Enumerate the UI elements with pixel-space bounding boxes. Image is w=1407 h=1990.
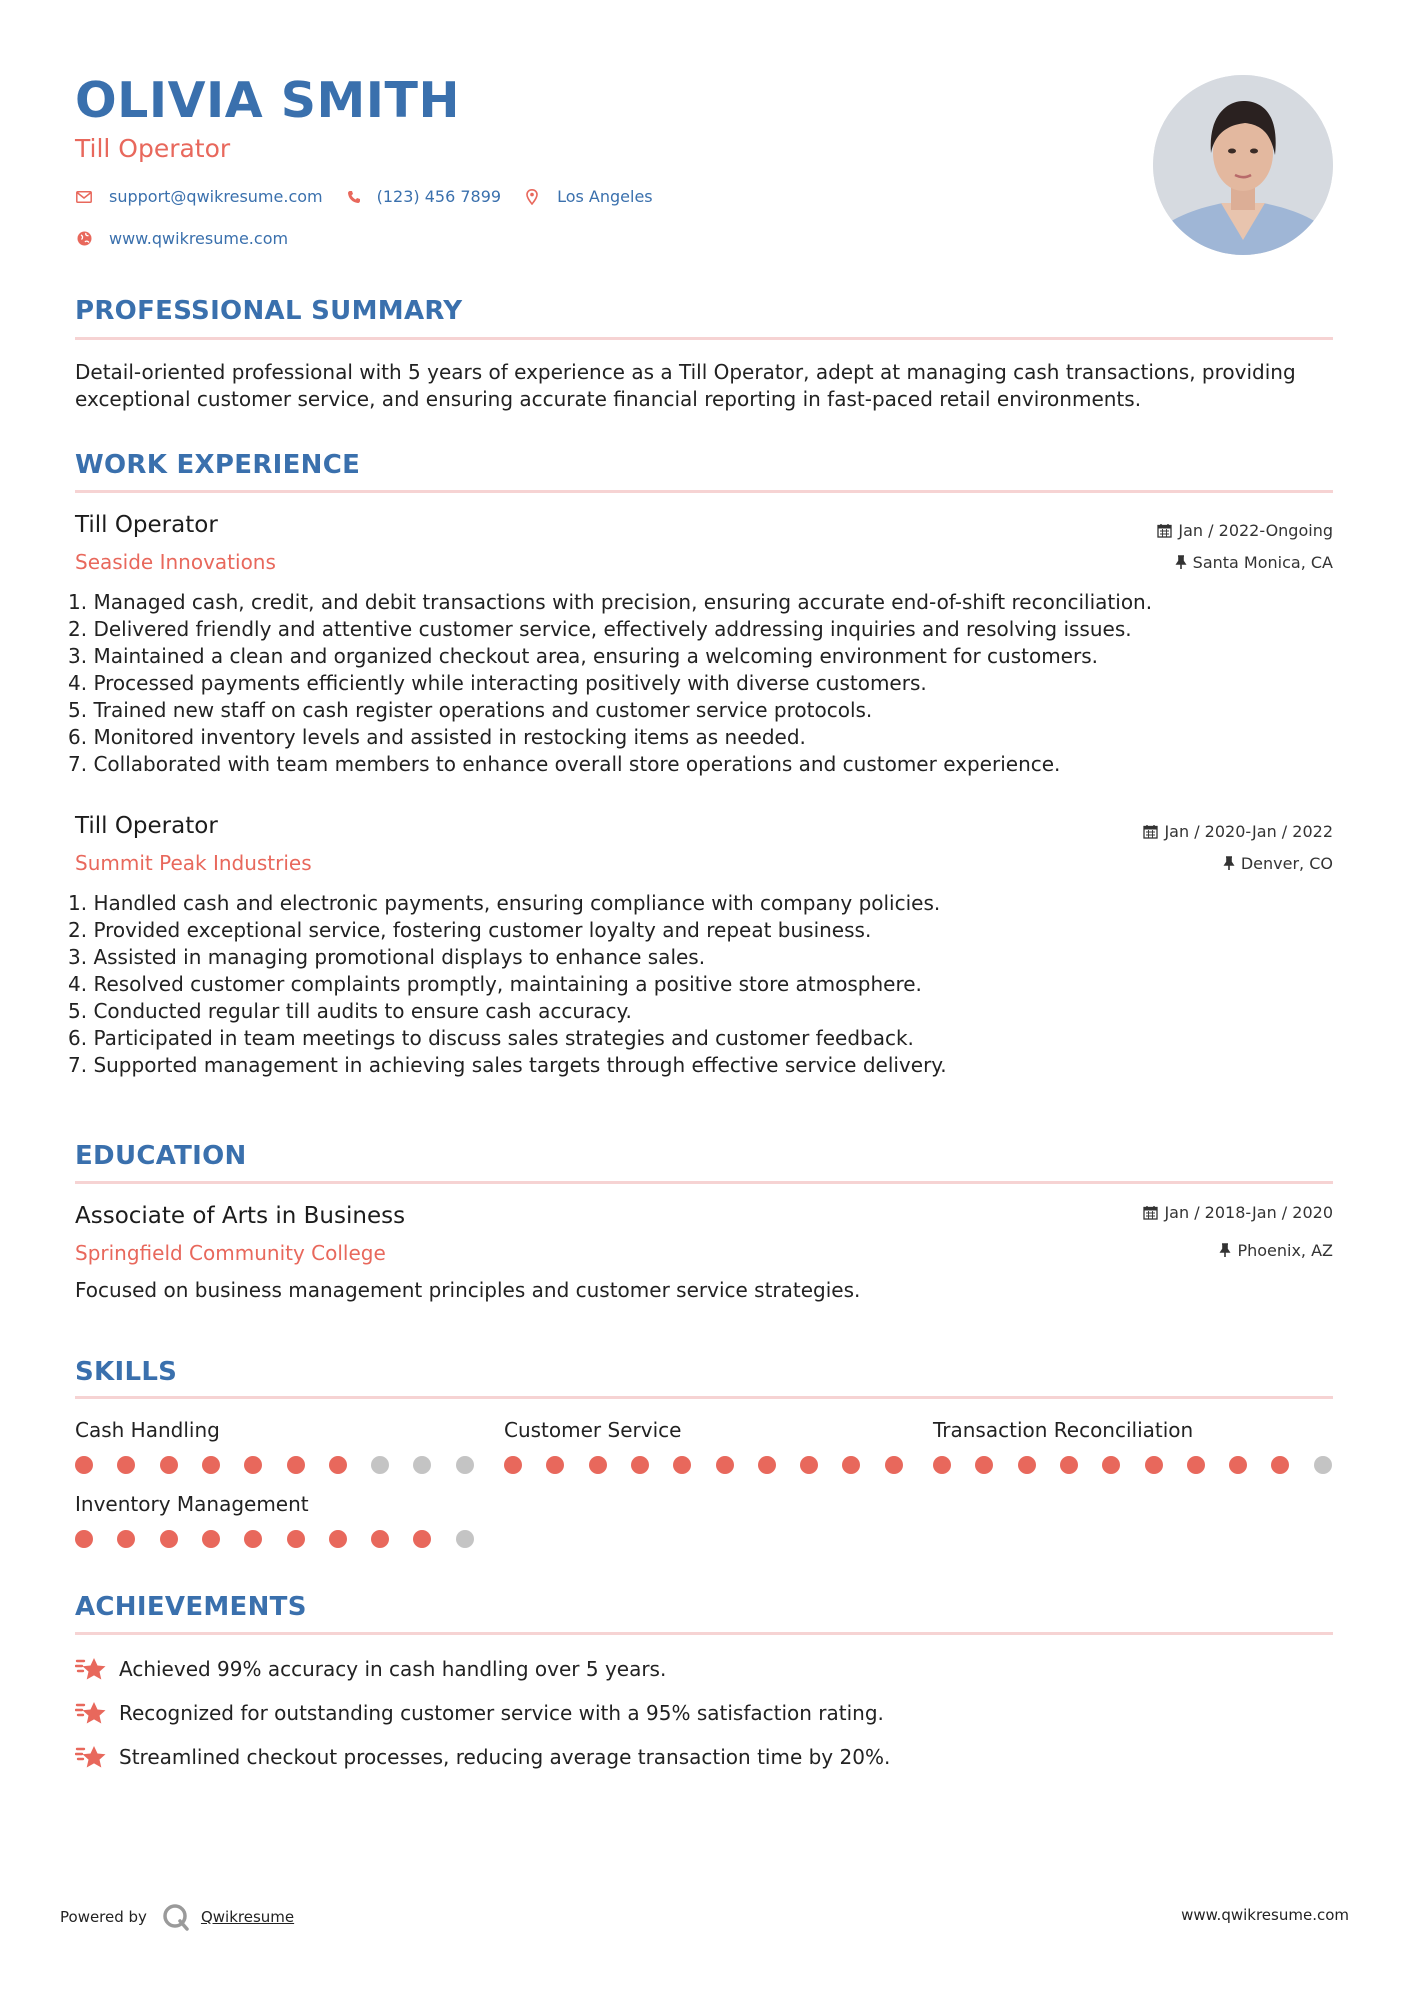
skill-dot-empty bbox=[1314, 1456, 1332, 1474]
pushpin-icon bbox=[1175, 555, 1187, 570]
skill-dot-filled bbox=[160, 1530, 178, 1548]
skill-rating bbox=[504, 1456, 505, 1457]
job-location bbox=[1175, 553, 1333, 572]
skill-dot-filled bbox=[371, 1530, 389, 1548]
skill-name: Inventory Management bbox=[75, 1492, 309, 1516]
job-bullet: 2. Delivered friendly and attentive customer service, effectively addressing inquiries and resolving issues. bbox=[68, 617, 1132, 641]
candidate-title: Till Operator bbox=[75, 134, 231, 163]
skill-dot-filled bbox=[75, 1530, 93, 1548]
job-bullet: 3. Maintained a clean and organized checkout area, ensuring a welcoming environment for customers. bbox=[68, 644, 1098, 668]
powered-by-label: Powered by bbox=[60, 1908, 147, 1926]
phone-icon bbox=[345, 188, 363, 206]
skill-name: Customer Service bbox=[504, 1418, 682, 1442]
skill-dot-filled bbox=[546, 1456, 564, 1474]
skill-dot-filled bbox=[589, 1456, 607, 1474]
summary-text: Detail-oriented professional with 5 years of experience as a Till Operator, adept at managing cash transactions, providing exceptional customer service, and ensuring accurate financial reporting in fast-paced retail environments. bbox=[75, 360, 1296, 411]
skill-dot-filled bbox=[1187, 1456, 1205, 1474]
summary-divider bbox=[75, 337, 1333, 340]
skill-dot-filled bbox=[329, 1456, 347, 1474]
education-description: Focused on business management principles and customer service strategies. bbox=[75, 1278, 861, 1302]
job-bullet: 1. Managed cash, credit, and debit transactions with precision, ensuring accurate end-of-shift reconciliation. bbox=[68, 590, 1153, 614]
skill-rating bbox=[75, 1530, 76, 1531]
job-title: Till Operator bbox=[75, 813, 218, 839]
skill-dot-filled bbox=[842, 1456, 860, 1474]
contact-location bbox=[523, 187, 653, 206]
skill-dot-filled bbox=[287, 1456, 305, 1474]
achievement-text: Recognized for outstanding customer service with a 95% satisfaction rating. bbox=[119, 1701, 884, 1725]
skill-dot-filled bbox=[244, 1530, 262, 1548]
education-dates bbox=[1143, 1203, 1333, 1222]
job-bullet: 4. Resolved customer complaints promptly, maintaining a positive store atmosphere. bbox=[68, 972, 922, 996]
achievement-item bbox=[75, 1741, 890, 1773]
degree-title: Associate of Arts in Business bbox=[75, 1203, 406, 1229]
star-medal-icon bbox=[75, 1741, 107, 1773]
school-name: Springfield Community College bbox=[75, 1241, 386, 1265]
job-company: Seaside Innovations bbox=[75, 550, 276, 574]
education-dates-text: Jan / 2018-Jan / 2020 bbox=[1164, 1203, 1333, 1222]
calendar-icon bbox=[1157, 523, 1172, 538]
job-bullet-list bbox=[68, 890, 947, 1079]
achievements-heading: ACHIEVEMENTS bbox=[75, 1592, 307, 1622]
education-heading: EDUCATION bbox=[75, 1141, 247, 1171]
job-company: Summit Peak Industries bbox=[75, 851, 312, 875]
summary-heading: PROFESSIONAL SUMMARY bbox=[75, 296, 463, 326]
skill-dot-filled bbox=[673, 1456, 691, 1474]
footer-powered-by bbox=[60, 1902, 294, 1932]
achievement-text: Streamlined checkout processes, reducing average transaction time by 20%. bbox=[119, 1745, 891, 1769]
experience-heading: WORK EXPERIENCE bbox=[75, 450, 361, 480]
skill-dot-empty bbox=[456, 1530, 474, 1548]
skill-dot-empty bbox=[456, 1456, 474, 1474]
education-location-text: Phoenix, AZ bbox=[1237, 1241, 1333, 1260]
skill-dot-filled bbox=[329, 1530, 347, 1548]
job-dates bbox=[1157, 521, 1333, 540]
job-location-text: Santa Monica, CA bbox=[1192, 553, 1333, 572]
email-link[interactable]: support@qwikresume.com bbox=[109, 187, 323, 206]
job-location-text: Denver, CO bbox=[1240, 854, 1333, 873]
skill-dot-filled bbox=[1102, 1456, 1120, 1474]
job-bullet: 4. Processed payments efficiently while interacting positively with diverse customers. bbox=[68, 671, 927, 695]
job-dates bbox=[1143, 822, 1333, 841]
candidate-name: OLIVIA SMITH bbox=[75, 72, 460, 129]
skill-dot-filled bbox=[933, 1456, 951, 1474]
skill-dot-filled bbox=[1145, 1456, 1163, 1474]
skill-dot-filled bbox=[75, 1456, 93, 1474]
education-divider bbox=[75, 1181, 1333, 1184]
experience-divider bbox=[75, 490, 1333, 493]
skill-dot-filled bbox=[287, 1530, 305, 1548]
job-title: Till Operator bbox=[75, 512, 218, 538]
achievement-item bbox=[75, 1697, 884, 1729]
skill-dot-filled bbox=[244, 1456, 262, 1474]
location-text: Los Angeles bbox=[557, 187, 653, 206]
skill-dot-filled bbox=[716, 1456, 734, 1474]
skill-dot-filled bbox=[1271, 1456, 1289, 1474]
website-link[interactable]: www.qwikresume.com bbox=[109, 229, 289, 248]
skill-dot-filled bbox=[758, 1456, 776, 1474]
job-bullet: 1. Handled cash and electronic payments, ensuring compliance with company policies. bbox=[68, 891, 941, 915]
skill-dot-filled bbox=[885, 1456, 903, 1474]
calendar-icon bbox=[1143, 1205, 1158, 1220]
achievement-text: Achieved 99% accuracy in cash handling over 5 years. bbox=[119, 1657, 667, 1681]
contact-website bbox=[75, 229, 288, 248]
globe-icon bbox=[75, 230, 93, 248]
skill-dot-filled bbox=[202, 1530, 220, 1548]
job-bullet: 7. Collaborated with team members to enhance overall store operations and customer experience. bbox=[68, 752, 1061, 776]
star-medal-icon bbox=[75, 1697, 107, 1729]
job-bullet: 6. Participated in team meetings to discuss sales strategies and customer feedback. bbox=[68, 1026, 914, 1050]
contact-phone bbox=[345, 187, 501, 206]
contact-row-1 bbox=[75, 187, 675, 206]
achievements-divider bbox=[75, 1632, 1333, 1635]
job-bullet-list bbox=[68, 589, 1152, 778]
skill-dot-empty bbox=[371, 1456, 389, 1474]
skill-name: Cash Handling bbox=[75, 1418, 220, 1442]
skill-dot-empty bbox=[413, 1456, 431, 1474]
job-bullet: 3. Assisted in managing promotional displays to enhance sales. bbox=[68, 945, 706, 969]
skill-rating bbox=[75, 1456, 76, 1457]
job-bullet: 2. Provided exceptional service, fostering customer loyalty and repeat business. bbox=[68, 918, 872, 942]
phone-text: (123) 456 7899 bbox=[376, 187, 502, 206]
skill-dot-filled bbox=[117, 1530, 135, 1548]
skill-dot-filled bbox=[504, 1456, 522, 1474]
job-bullet: 5. Conducted regular till audits to ensure cash accuracy. bbox=[68, 999, 632, 1023]
star-medal-icon bbox=[75, 1653, 107, 1685]
skill-dot-filled bbox=[117, 1456, 135, 1474]
achievement-item bbox=[75, 1653, 666, 1685]
skill-rating bbox=[933, 1456, 934, 1457]
skills-heading: SKILLS bbox=[75, 1357, 178, 1387]
envelope-icon bbox=[75, 188, 93, 206]
qwikresume-link[interactable]: Qwikresume bbox=[200, 1908, 295, 1926]
job-bullet: 5. Trained new staff on cash register operations and customer service protocols. bbox=[68, 698, 873, 722]
skill-dot-filled bbox=[800, 1456, 818, 1474]
skill-dot-filled bbox=[975, 1456, 993, 1474]
skill-dot-filled bbox=[160, 1456, 178, 1474]
skill-dot-filled bbox=[1060, 1456, 1078, 1474]
contact-email bbox=[75, 187, 323, 206]
pushpin-icon bbox=[1219, 1243, 1231, 1258]
skill-dot-filled bbox=[1229, 1456, 1247, 1474]
pushpin-icon bbox=[1223, 856, 1235, 871]
skill-dot-filled bbox=[202, 1456, 220, 1474]
job-bullet: 7. Supported management in achieving sales targets through effective service delivery. bbox=[68, 1053, 947, 1077]
education-location bbox=[1219, 1241, 1333, 1260]
skill-dot-filled bbox=[631, 1456, 649, 1474]
qwikresume-logo-icon bbox=[161, 1902, 191, 1932]
skills-divider bbox=[75, 1396, 1333, 1399]
job-dates-text: Jan / 2020-Jan / 2022 bbox=[1164, 822, 1333, 841]
job-bullet: 6. Monitored inventory levels and assisted in restocking items as needed. bbox=[68, 725, 806, 749]
profile-photo bbox=[1153, 75, 1333, 255]
job-dates-text: Jan / 2022-Ongoing bbox=[1178, 521, 1333, 540]
skill-name: Transaction Reconciliation bbox=[933, 1418, 1194, 1442]
skill-dot-filled bbox=[1018, 1456, 1036, 1474]
skill-dot-filled bbox=[413, 1530, 431, 1548]
footer-url[interactable]: www.qwikresume.com bbox=[1181, 1906, 1349, 1924]
contact-row-2 bbox=[75, 229, 310, 248]
calendar-icon bbox=[1143, 824, 1158, 839]
job-location bbox=[1223, 854, 1333, 873]
map-pin-icon bbox=[523, 188, 541, 206]
